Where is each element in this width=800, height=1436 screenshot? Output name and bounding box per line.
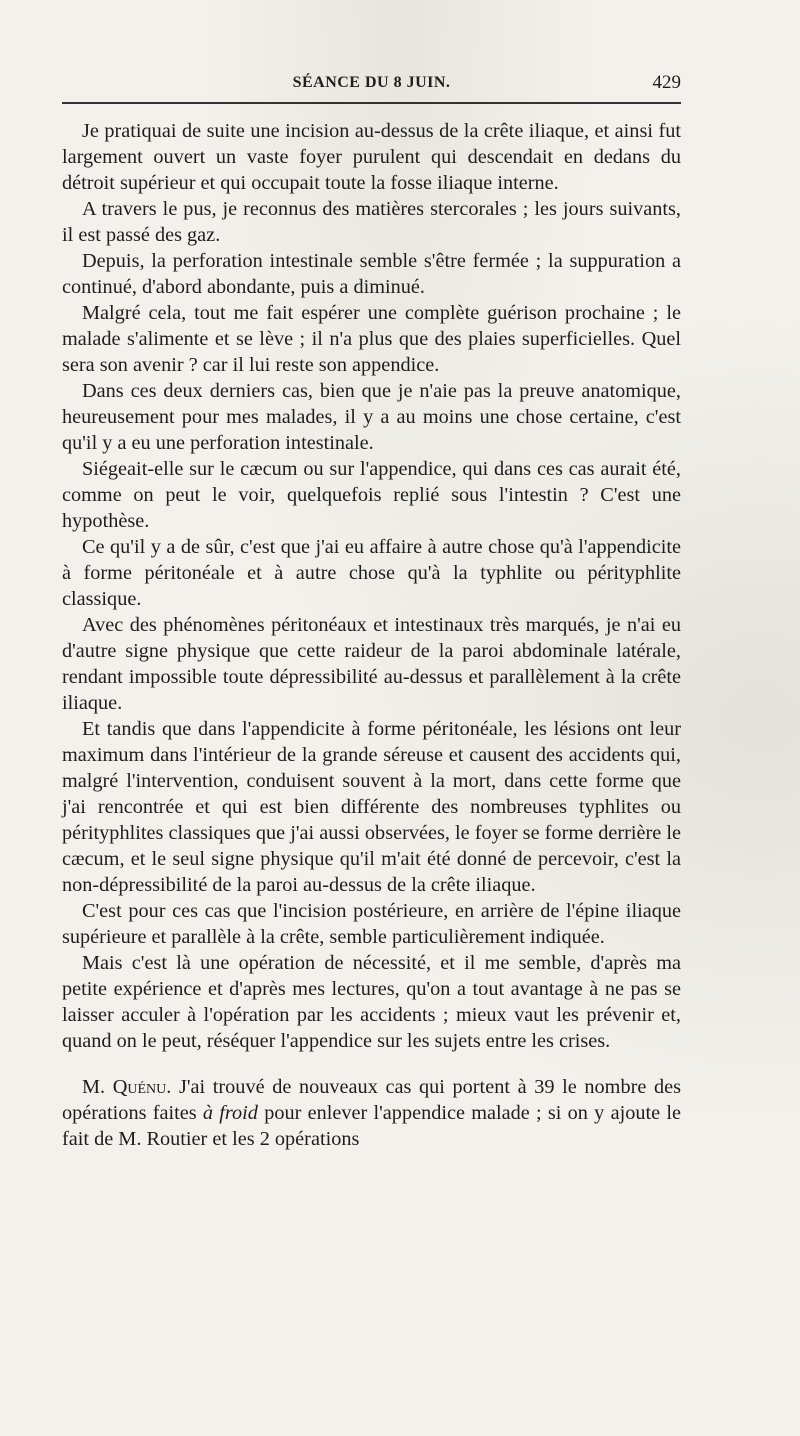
paragraph: Ce qu'il y a de sûr, c'est que j'ai eu affaire à autre chose qu'à l'appendicite à forme péritonéale et à autre chose qu'à la typhlite ou pérityphlite classique.: [62, 536, 681, 610]
paragraph: Avec des phénomènes péritonéaux et intestinaux très marqués, je n'ai eu d'autre signe physique que cette raideur de la paroi abdominale latérale, rendant impossible toute dépressibilité au-dessus et parallèlement à la crête iliaque.: [62, 614, 681, 714]
page-number: 429: [652, 72, 681, 93]
paragraph: Je pratiquai de suite une incision au-dessus de la crête iliaque, et ainsi fut largement ouvert un vaste foyer purulent qui descendait en dedans du détroit supérieur et qui occupait toute la fosse iliaque interne.: [62, 120, 681, 194]
running-head: SÉANCE DU 8 JUIN.: [292, 74, 451, 91]
paragraph: Malgré cela, tout me fait espérer une complète guérison prochaine ; le malade s'alimente et se lève ; il n'a plus que des plaies superficielles. Quel sera son avenir ? car il lui reste son appendice.: [62, 302, 681, 376]
paragraph: A travers le pus, je reconnus des matières stercorales ; les jours suivants, il est passé des gaz.: [62, 198, 681, 246]
speaker-paragraph: [62, 1074, 681, 1152]
speaker-text-end: pour enlever l'appendice malade ; si on y ajoute le fait de M. Routier et les 2 opérations: [62, 1102, 681, 1150]
paragraph: Et tandis que dans l'appendicite à forme péritonéale, les lésions ont leur maximum dans l'intérieur de la grande séreuse et causent des accidents qui, malgré l'intervention, conduisent souvent à la mort, dans cette forme que j'ai rencontrée et qui est bien différente des nombreuses typhlites ou pérityphlites classiques que j'ai aussi observées, le foyer se forme derrière le cæcum, et le seul signe physique qu'il m'ait été donné de percevoir, c'est la non-dépressibilité de la paroi au-dessus de la crête iliaque.: [62, 718, 681, 896]
speaker-name: M. Quénu.: [82, 1076, 172, 1098]
page-header: [62, 70, 681, 104]
paragraph: Siégeait-elle sur le cæcum ou sur l'appendice, qui dans ces cas aurait été, comme on peut le voir, quelquefois replié sous l'intestin ? C'est une hypothèse.: [62, 458, 681, 532]
italic-term: à froid: [202, 1102, 258, 1124]
speaker-text-start: J'ai trouvé de nouveaux cas qui portent à 39 le nombre des opérations faites: [62, 1076, 682, 1124]
paragraph: Dans ces deux derniers cas, bien que je n'aie pas la preuve anatomique, heureusement pour mes malades, il y a au moins une chose certaine, c'est qu'il y a eu une perforation intestinale.: [62, 380, 681, 454]
paragraph: C'est pour ces cas que l'incision postérieure, en arrière de l'épine iliaque supérieure et parallèle à la crête, semble particulièrement indiquée.: [62, 900, 681, 948]
header-rule: [62, 102, 681, 104]
paragraph: Depuis, la perforation intestinale semble s'être fermée ; la suppuration a continué, d'abord abondante, puis a diminué.: [62, 250, 681, 298]
paragraph: Mais c'est là une opération de nécessité, et il me semble, d'après ma petite expérience et d'après mes lectures, qu'on a tout avantage à ne pas se laisser acculer à l'opération par les accidents ; mieux vaut les prévenir et, quand on le peut, réséquer l'appendice sur les sujets entre les crises.: [62, 952, 681, 1052]
body-text: [62, 118, 681, 1152]
